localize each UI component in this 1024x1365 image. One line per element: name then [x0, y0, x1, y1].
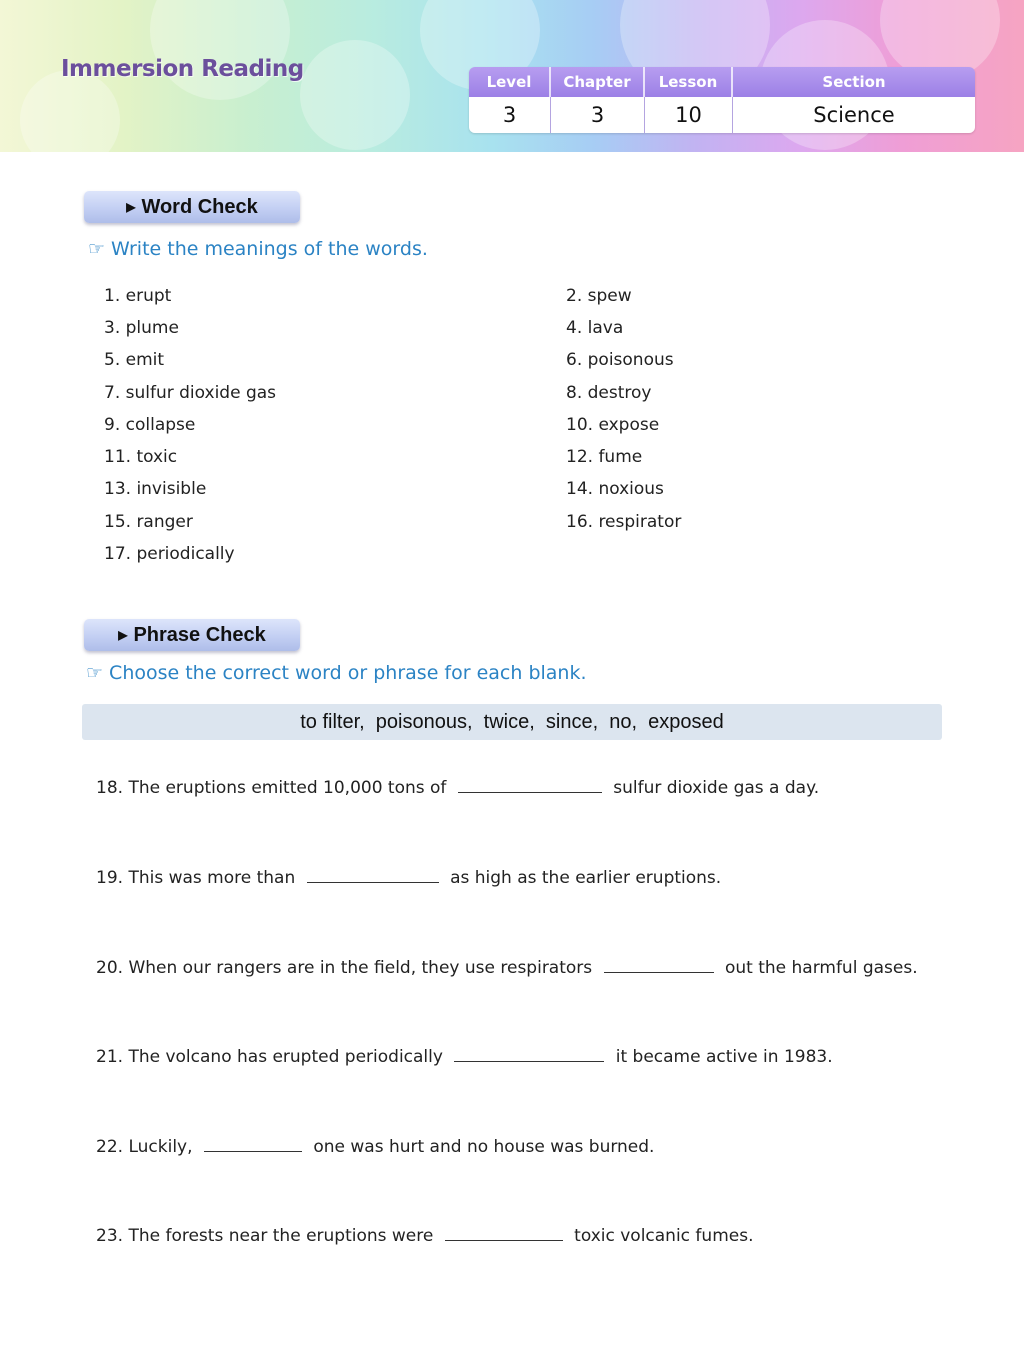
answer-blank[interactable] — [454, 1045, 604, 1062]
phrase-check-instruction — [86, 662, 587, 684]
question-text-after: one was hurt and no house was burned. — [313, 1137, 655, 1157]
question-text-after: as high as the earlier eruptions. — [450, 868, 722, 888]
word-item: 6. poisonous — [566, 350, 674, 370]
question-23 — [96, 1224, 753, 1246]
question-22 — [96, 1135, 654, 1157]
question-21 — [96, 1045, 833, 1067]
word-item: 15. ranger — [104, 512, 193, 532]
phrase-check-instruction-text: Choose the correct word or phrase for each blank. — [109, 662, 587, 684]
question-text-before: The eruptions emitted 10,000 tons of — [128, 778, 447, 798]
triangle-icon: ▶ — [118, 628, 128, 642]
word-item: 16. respirator — [566, 512, 682, 532]
chapter-header: Chapter — [551, 67, 645, 97]
word-item: 8. destroy — [566, 383, 652, 403]
question-number: 23. — [96, 1226, 124, 1246]
answer-blank[interactable] — [604, 956, 714, 973]
answer-blank[interactable] — [458, 776, 602, 793]
level-header: Level — [469, 67, 551, 97]
word-bank: to filter, poisonous, twice, since, no, exposed — [82, 704, 942, 740]
triangle-icon: ▶ — [126, 200, 136, 214]
section-header: Section — [822, 73, 886, 91]
question-text-before: The forests near the eruptions were — [128, 1226, 434, 1246]
question-text-after: sulfur dioxide gas a day. — [613, 778, 820, 798]
word-item: 2. spew — [566, 286, 632, 306]
answer-blank[interactable] — [445, 1224, 563, 1241]
word-item: 1. erupt — [104, 286, 172, 306]
word-item: 5. emit — [104, 350, 165, 370]
lesson-info-header — [469, 67, 975, 97]
answer-blank[interactable] — [307, 866, 439, 883]
phrase-check-title: Phrase Check — [133, 623, 266, 646]
phrase-check-heading — [84, 619, 300, 651]
brand-title: Immersion Reading — [61, 56, 304, 82]
question-number: 19. — [96, 868, 124, 888]
question-text-before: The volcano has erupted periodically — [128, 1047, 443, 1067]
header-banner — [0, 0, 1024, 152]
word-item: 10. expose — [566, 415, 660, 435]
question-number: 22. — [96, 1137, 124, 1157]
pointing-hand-icon: ☞ — [86, 662, 104, 684]
lesson-value: 10 — [645, 97, 733, 133]
word-item: 12. fume — [566, 447, 643, 467]
section-value: Science — [813, 103, 895, 127]
pointing-hand-icon: ☞ — [88, 238, 106, 260]
word-check-heading — [84, 191, 300, 223]
question-number: 20. — [96, 958, 124, 978]
lesson-info-table — [469, 67, 975, 133]
word-check-instruction — [88, 238, 428, 260]
word-item: 13. invisible — [104, 479, 207, 499]
question-19 — [96, 866, 721, 888]
question-text-after: it became active in 1983. — [615, 1047, 833, 1067]
question-text-before: This was more than — [128, 868, 296, 888]
question-text-before: Luckily, — [128, 1137, 193, 1157]
question-number: 18. — [96, 778, 124, 798]
word-item: 14. noxious — [566, 479, 664, 499]
word-item: 4. lava — [566, 318, 624, 338]
answer-blank[interactable] — [204, 1135, 302, 1152]
level-value: 3 — [469, 97, 551, 133]
question-text-before: When our rangers are in the field, they use respirators — [128, 958, 593, 978]
word-item: 3. plume — [104, 318, 179, 338]
word-item: 7. sulfur dioxide gas — [104, 383, 277, 403]
question-text-after: out the harmful gases. — [724, 958, 918, 978]
chapter-value: 3 — [551, 97, 645, 133]
question-text-after: toxic volcanic fumes. — [574, 1226, 754, 1246]
word-check-title: Word Check — [141, 195, 258, 218]
word-item: 17. periodically — [104, 544, 235, 564]
word-item: 9. collapse — [104, 415, 196, 435]
word-item: 11. toxic — [104, 447, 178, 467]
word-check-instruction-text: Write the meanings of the words. — [111, 238, 428, 260]
question-number: 21. — [96, 1047, 124, 1067]
question-20 — [96, 956, 918, 978]
question-18 — [96, 776, 819, 798]
lesson-header: Lesson — [645, 67, 733, 97]
lesson-info-values — [469, 97, 975, 133]
